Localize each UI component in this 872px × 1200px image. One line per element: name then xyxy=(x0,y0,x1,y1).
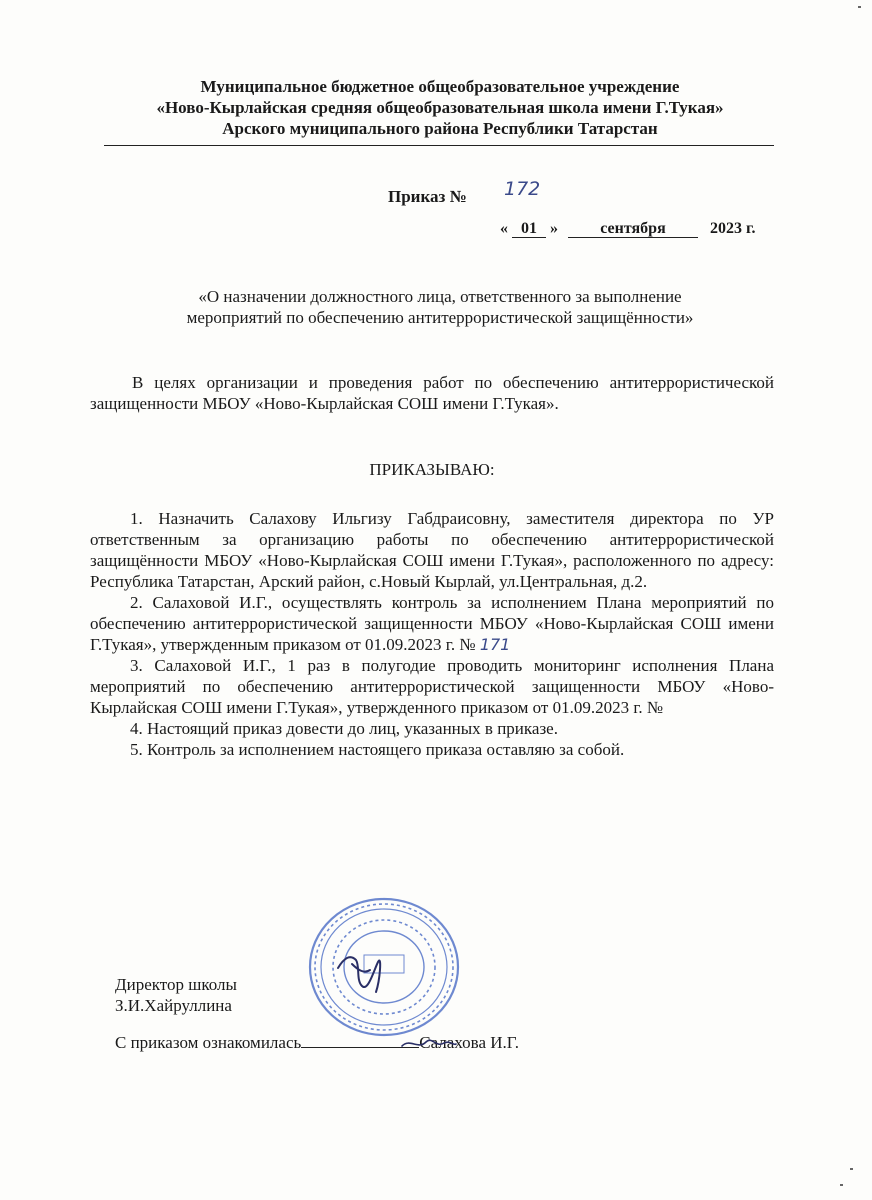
order-item-2-text: 2. Салаховой И.Г., осуществлять контроль за исполнением Плана мероприятий по обеспечению антитеррористической защищенности МБОУ «Ново-Кырлайская СОШ имени Г.Тукая», утвержденным приказом от 01.09.2023 г. № xyxy=(90,593,774,654)
order-item-5: 5. Контроль за исполнением настоящего приказа оставляю за собой. xyxy=(130,740,625,759)
order-item-2-number-handwritten: 171 xyxy=(479,635,511,654)
signer-role: Директор школы xyxy=(115,975,237,994)
header-line-2: «Ново-Кырлайская средняя общеобразовательная школа имени Г.Тукая» xyxy=(156,98,724,117)
subject-line-2: мероприятий по обеспечению антитеррористической защищённости» xyxy=(186,308,694,327)
intro-paragraph: В целях организации и проведения работ по обеспечению антитеррористической защищенности МБОУ «Ново-Кырлайская СОШ имени Г.Тукая». xyxy=(90,373,774,413)
order-date xyxy=(500,220,755,238)
acknowledgement-signature xyxy=(398,1034,460,1052)
date-day: 01 xyxy=(512,221,546,238)
institution-header xyxy=(100,76,780,139)
subject-line-1: «О назначении должностного лица, ответственного за выполнение xyxy=(198,287,682,306)
date-month: сентября xyxy=(568,221,698,238)
date-year: 2023 г. xyxy=(710,220,756,237)
scan-speck xyxy=(850,1168,853,1170)
scan-speck xyxy=(858,6,861,8)
order-item-1: 1. Назначить Салахову Ильгизу Габдраисовну, заместителя директора по УР ответственным за организацию работы по обеспечению антитеррористической защищённости МБОУ «Ново-Кырлайская СОШ имени Г.Тукая», расположенного по адресу: Республика Татарстан, Арский район, с.Новый Кырлай, ул.Центральная, д.2. xyxy=(90,509,774,591)
date-quote-open: « xyxy=(500,220,508,237)
header-line-1: Муниципальное бюджетное общеобразовательное учреждение xyxy=(200,77,680,96)
acknowledgement-name: Салахова И.Г. xyxy=(419,1033,519,1052)
header-divider xyxy=(104,145,774,146)
order-title: Приказ № xyxy=(388,187,467,206)
scan-speck xyxy=(840,1184,843,1186)
acknowledgement-label: С приказом ознакомилась xyxy=(115,1033,302,1052)
order-subject xyxy=(110,286,770,328)
order-directive-heading: ПРИКАЗЫВАЮ: xyxy=(369,460,495,479)
order-item-2 xyxy=(90,592,774,655)
order-number-handwritten: 172 xyxy=(504,178,541,200)
date-quote-close: » xyxy=(550,220,558,237)
header-line-3: Арского муниципального района Республики Татарстан xyxy=(222,119,658,138)
order-items-list xyxy=(90,508,774,760)
order-item-3: 3. Салаховой И.Г., 1 раз в полугодие проводить мониторинг исполнения Плана мероприятий по обеспечению антитеррористической защищенности МБОУ «Ново-Кырлайская СОШ имени Г.Тукая», утвержденного приказом от 01.09.2023 г. № xyxy=(90,656,774,717)
signer-name: З.И.Хайруллина xyxy=(115,996,232,1015)
order-item-4: 4. Настоящий приказ довести до лиц, указанных в приказе. xyxy=(130,719,558,738)
director-signature xyxy=(330,940,410,1000)
